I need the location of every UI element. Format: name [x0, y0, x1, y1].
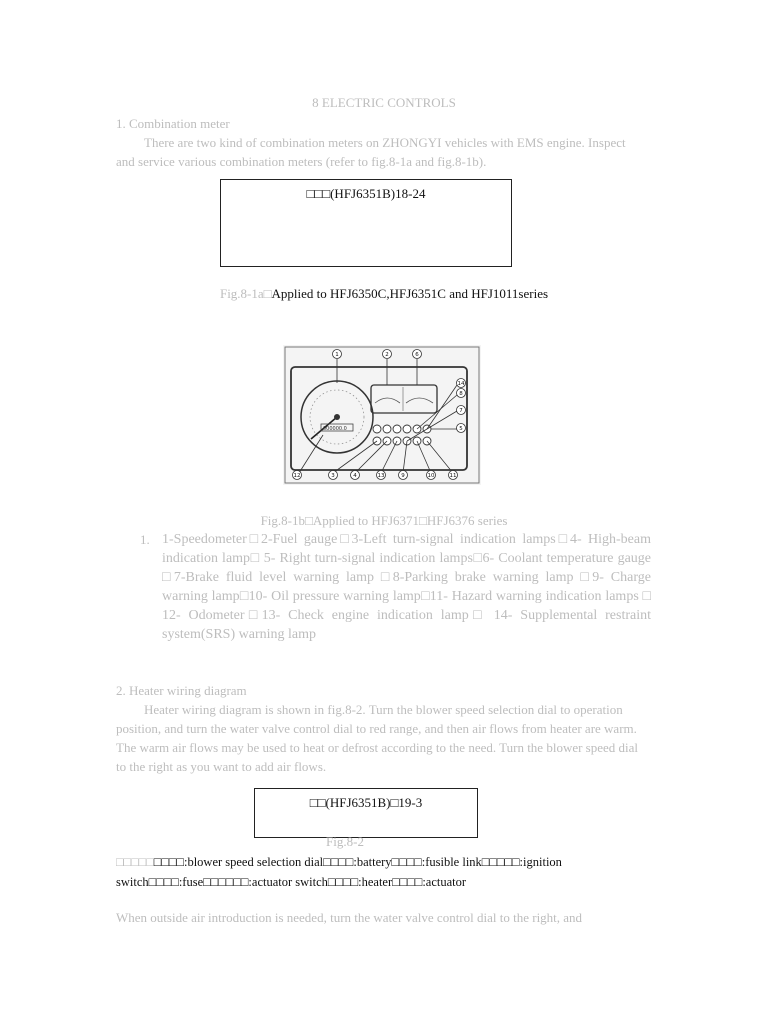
callout-5: 5 [459, 426, 463, 432]
figure-8-2-placeholder-label: □□(HFJ6351B)□19-3 [309, 795, 423, 810]
figure-8-1a-placeholder-label: □□□(HFJ6351B)18-24 [306, 186, 426, 201]
combination-meter-paragraph: There are two kind of combination meters on ZHONGYI vehicles with EMS engine. Inspect and service various combination meters (refer to fig.8-1a and fig.8-1b). [116, 135, 626, 169]
legend-prefix: □□□□□ [116, 855, 154, 869]
callout-7: 7 [459, 408, 463, 414]
callout-4: 4 [353, 473, 357, 479]
figure-8-2-legend [116, 852, 656, 892]
callout-12: 12 [293, 473, 301, 479]
callout-2: 2 [385, 352, 389, 358]
component-list-number: 1. [140, 532, 150, 547]
combination-meter-heading: 1. Combination meter [116, 116, 230, 131]
figure-8-1b-caption: Fig.8-1b□Applied to HFJ6371□HFJ6376 series [260, 513, 508, 528]
heater-heading: 2. Heater wiring diagram [116, 683, 247, 698]
figure-8-2-caption: Fig.8-2 [326, 834, 364, 849]
callout-14: 14 [457, 381, 465, 387]
callout-10: 10 [427, 473, 435, 479]
figure-8-1a-caption [0, 286, 768, 302]
callout-1: 1 [335, 352, 339, 358]
component-list: 1-Speedometer□2-Fuel gauge□3-Left turn-signal indication lamps□4- High-beam indication lamp□ 5- Right turn-signal indication lamps□6- Coolant temperature gauge □7-Brake fluid level warning lamp □8-Parking brake warning lamp □9- Charge warning lamp□10- Oil pressure warning lamp□11- Hazard warning indication lamps □ 12- Odometer□13- Check engine indication lamp□ 14- Supplemental restraint system(SRS) warning lamp [162, 532, 651, 642]
callout-9: 9 [401, 473, 405, 479]
trailing-paragraph: When outside air introduction is needed, turn the water valve control dial to the right, and [116, 910, 583, 925]
callout-8: 8 [459, 391, 463, 397]
figure-8-1a-caption-text: Applied to HFJ6350C,HFJ6351C and HFJ1011series [271, 286, 549, 301]
callout-6: 6 [415, 352, 419, 358]
odometer-reading: 000000.0 [323, 426, 347, 432]
combination-meter-illustration [283, 345, 481, 485]
figure-8-2-placeholder [254, 788, 478, 838]
callout-11: 11 [449, 473, 457, 479]
section-title: 8 ELECTRIC CONTROLS [312, 95, 456, 110]
callout-13: 13 [377, 473, 385, 479]
heater-paragraph: Heater wiring diagram is shown in fig.8-2. Turn the blower speed selection dial to operation position, and turn the water valve control dial to red range, and then air flows from heater are warm. The warm air flows may be used to heat or defrost according to the need. Turn the blower speed dial to the right as you want to add air flows. [116, 702, 639, 774]
legend-text: □□□□:blower speed selection dial□□□□:battery□□□□:fusible link□□□□□:ignition switch□□□□:fuse□□□□□□:actuator switch□□□□:heater□□□□:actuator [116, 855, 562, 889]
figure-8-1a-placeholder [220, 179, 512, 267]
callout-3: 3 [331, 473, 335, 479]
figure-8-1a-caption-prefix: Fig.8-1a□ [219, 286, 272, 301]
